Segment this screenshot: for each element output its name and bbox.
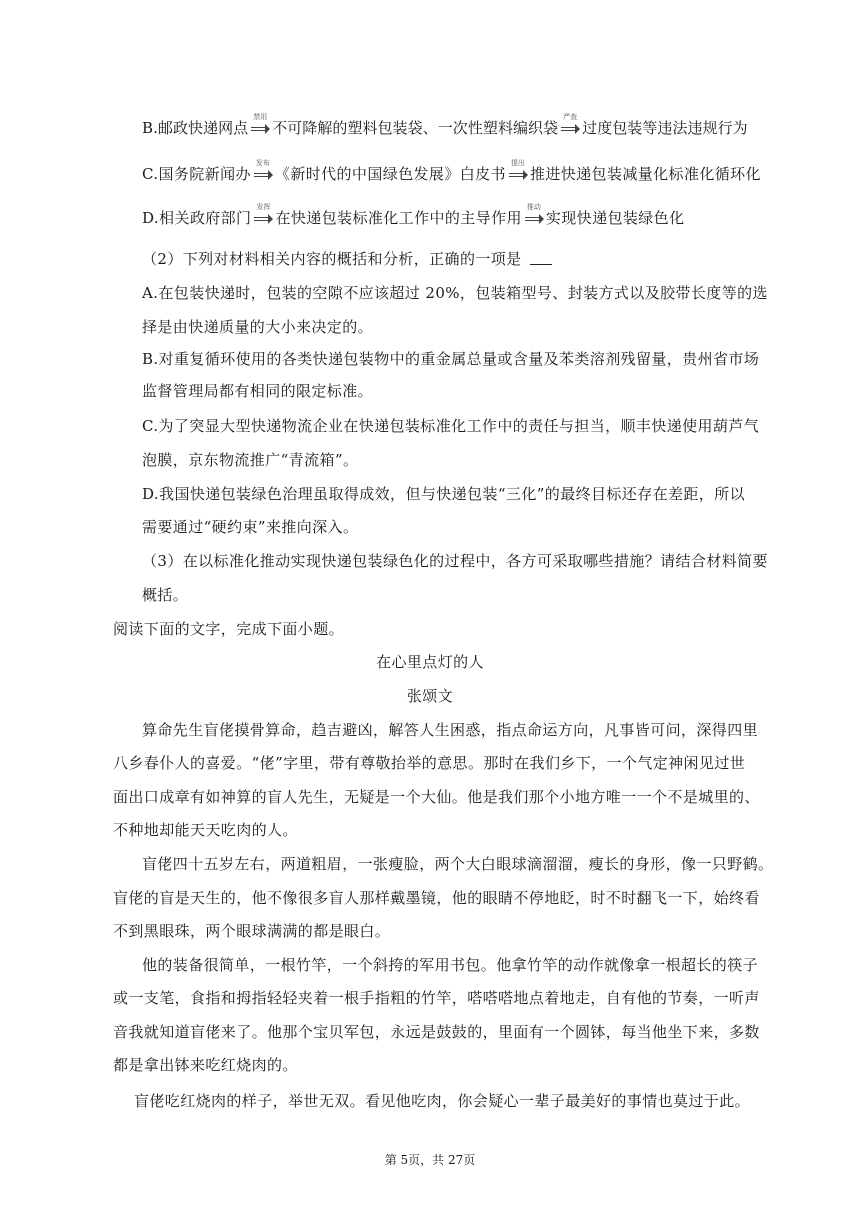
arrow-icon [559,113,581,135]
q2-option-c-line1: C.为了突显大型快递物流企业在快递包装标准化工作中的责任与担当，顺丰快递使用葫芦气 [142,417,760,435]
article-p1-line4: 不种地却能天天吃肉的人。 [113,821,298,839]
option-c-part2: 《新时代的中国绿色发展》白皮书 [274,165,506,183]
arrow-icon [252,159,274,181]
arrow-label: 推动 [526,203,541,211]
q2-option-a-line2: 择是由快递质量的大小来决定的。 [142,318,374,336]
arrow-label: 发挥 [256,203,271,211]
option-c-part3: 推进快递包装减量化标准化循环化 [529,165,761,183]
article-p3-line3: 音我就知道盲佬来了。他那个宝贝军包，永远是鼓鼓的，里面有一个圆钵，每当他坐下来，多数 [113,1023,760,1041]
page-footer: 第 5页，共 27页 [384,1153,476,1167]
option-b-part2: 不可降解的塑料包装袋、一次性塑料编织袋 [272,119,559,137]
option-d-part2: 在快递包装标准化工作中的主导作用 [275,209,522,227]
article-p3-line2: 或一支笔，食指和拇指轻轻夹着一根手指粗的竹竿，嗒嗒嗒地点着地走，自有他的节奏，一听声 [113,989,760,1007]
option-d-line [142,203,685,228]
arrow-icon [252,203,274,225]
question3-line2: 概括。 [142,586,189,604]
q2-option-c-line2: 泡膜，京东物流推广“青流箱”。 [142,451,359,469]
arrow-icon [507,159,529,181]
article-p2-line2: 盲佬的盲是天生的，他不像很多盲人那样戴墨镜，他的眼睛不停地眨，时不时翻飞一下，始终看 [113,889,760,907]
q2-option-b-line2: 监督管理局都有相同的限定标准。 [142,382,374,400]
question2-stem: （2）下列对材料相关内容的概括和分析，正确的一项是 [142,250,522,268]
article-p2-line3: 不到黑眼珠，两个眼球满满的都是眼白。 [113,922,391,940]
option-c-part1: C.国务院新闻办 [142,165,251,183]
q2-option-b-line1: B.对重复循环使用的各类快递包装物中的重金属总量或含量及苯类溶剂残留量，贵州省市场 [142,350,760,368]
arrow-label: 提出 [510,159,525,167]
option-d-part3: 实现快递包装绿色化 [545,209,685,227]
article-p4-line1: 盲佬吃红烧肉的样子，举世无双。看见他吃肉，你会疑心一辈子最美好的事情也莫过于此。 [134,1092,751,1110]
arrow-label: 禁用 [253,113,268,121]
q2-option-d-line1: D.我国快递包装绿色治理虽取得成效，但与快递包装“三化”的最终目标还存在差距，所以 [142,485,746,503]
article-p3-line4: 都是拿出钵来吃红烧肉的。 [113,1056,298,1074]
article-title: 在心里点灯的人 [376,653,484,671]
article-p1-line1: 算命先生盲佬摸骨算命，趋吉避凶，解答人生困惑，指点命运方向，凡事皆可问，深得四里 [142,721,759,739]
arrow-icon [249,113,271,135]
question2-stem-line [142,249,552,269]
answer-blank[interactable] [530,250,552,265]
arrow-label: 发布 [255,159,270,167]
option-b-line [142,113,748,138]
question3-line1: （3）在以标准化推动实现快递包装绿色化的过程中，各方可采取哪些措施？请结合材料简要 [142,552,768,570]
article-author: 张颂文 [406,687,454,705]
option-b-part3: 过度包装等违法违规行为 [582,119,748,137]
article-p1-line2: 八乡春仆人的喜爱。“佬”字里，带有尊敬抬举的意思。那时在我们乡下，一个气定神闲见过世 [113,754,746,772]
arrow-label: 严查 [563,113,578,121]
arrow-icon [523,203,545,225]
q2-option-a-line1: A.在包装快递时，包装的空隙不应该超过 20%，包装箱型号、封装方式以及胶带长度等的选 [142,284,768,302]
option-d-part1: D.相关政府部门 [142,209,252,227]
article-p3-line1: 他的装备很简单，一根竹竿，一个斜挎的军用书包。他拿竹竿的动作就像拿一根超长的筷子 [142,956,759,974]
option-b-part1: B.邮政快递网点 [142,119,249,137]
q2-option-d-line2: 需要通过“硬约束”来推向深入。 [142,518,359,536]
article-p2-line1: 盲佬四十五岁左右，两道粗眉，一张瘦脸，两个大白眼球滴溜溜，瘦长的身形，像一只野鹤。 [142,855,774,873]
option-c-line [142,159,761,184]
article-p1-line3: 面出口成章有如神算的盲人先生，无疑是一个大仙。他是我们那个小地方唯一一个不是城里的、 [113,788,760,806]
reading-instruction: 阅读下面的文字，完成下面小题。 [113,620,345,638]
